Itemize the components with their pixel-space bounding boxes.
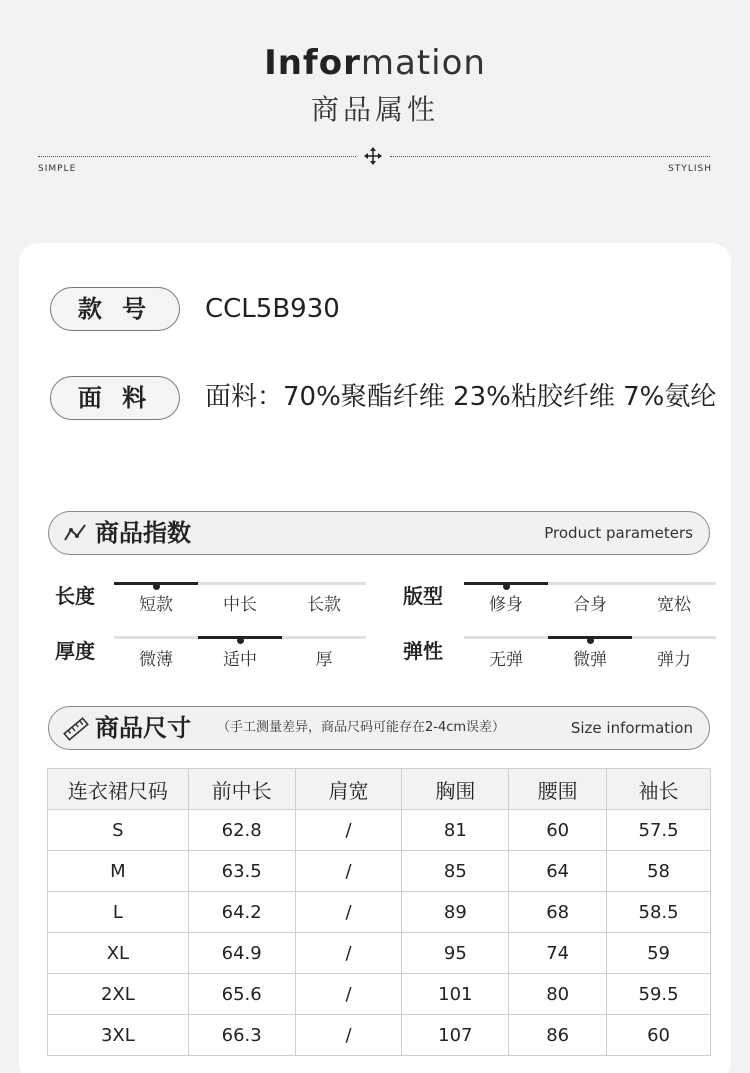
tag-simple: SIMPLE	[38, 164, 77, 174]
size-note: （手工测量差异，商品尺码可能存在2-4cm误差）	[217, 720, 506, 735]
table-row	[48, 974, 711, 1015]
size-table	[47, 768, 711, 1056]
size-title: 商品尺寸	[95, 714, 191, 742]
table-cell: 58	[607, 851, 711, 892]
table-cell: 89	[402, 892, 509, 933]
page-subtitle: 商品属性	[310, 93, 439, 126]
divider-left	[38, 156, 356, 157]
param-option: 适中	[223, 650, 257, 670]
param-option: 微薄	[139, 650, 173, 670]
table-row	[48, 892, 711, 933]
table-cell: 66.3	[188, 1015, 295, 1056]
params-title: 商品指数	[95, 519, 191, 547]
table-row	[48, 851, 711, 892]
table-cell: 60	[607, 1015, 711, 1056]
table-cell: /	[295, 974, 402, 1015]
fabric-label: 面 料	[50, 376, 180, 420]
header-cell: 袖长	[607, 769, 711, 810]
table-cell: /	[295, 892, 402, 933]
title-light: mation	[360, 43, 486, 83]
param-knob	[237, 637, 244, 644]
param-option: 合身	[573, 595, 607, 615]
table-cell: 101	[402, 974, 509, 1015]
ruler-icon	[63, 717, 89, 741]
params-banner	[48, 511, 710, 555]
size-banner	[48, 706, 710, 750]
table-cell: 57.5	[607, 810, 711, 851]
table-cell: /	[295, 810, 402, 851]
table-cell: M	[48, 851, 189, 892]
title-bold: Infor	[264, 43, 361, 83]
table-cell: 64.2	[188, 892, 295, 933]
header-cell: 胸围	[402, 769, 509, 810]
table-cell: L	[48, 892, 189, 933]
table-cell: 64	[509, 851, 607, 892]
table-cell: 58.5	[607, 892, 711, 933]
table-cell: 65.6	[188, 974, 295, 1015]
param-label: 厚度	[55, 639, 95, 663]
table-row	[48, 810, 711, 851]
param-option: 修身	[489, 595, 523, 615]
model-label: 款 号	[50, 287, 180, 331]
table-cell: 80	[509, 974, 607, 1015]
table-cell: 63.5	[188, 851, 295, 892]
table-cell: 64.9	[188, 933, 295, 974]
table-cell: 107	[402, 1015, 509, 1056]
table-row	[48, 1015, 711, 1056]
param-label: 版型	[403, 584, 443, 608]
table-cell: 59.5	[607, 974, 711, 1015]
divider-right	[390, 156, 710, 157]
table-cell: 95	[402, 933, 509, 974]
header-cell: 前中长	[188, 769, 295, 810]
param-knob	[153, 583, 160, 590]
param-knob	[587, 637, 594, 644]
page-title	[0, 40, 750, 86]
table-cell: 85	[402, 851, 509, 892]
param-option: 弹力	[657, 650, 691, 670]
table-cell: 60	[509, 810, 607, 851]
param-label: 弹性	[403, 639, 443, 663]
table-header-row	[48, 769, 711, 810]
table-cell: 74	[509, 933, 607, 974]
model-value: CCL5B930	[205, 294, 340, 324]
param-option: 无弹	[489, 650, 523, 670]
table-cell: /	[295, 933, 402, 974]
table-cell: 62.8	[188, 810, 295, 851]
table-row	[48, 933, 711, 974]
fabric-value: 面料：70%聚酯纤维 23%粘胶纤维 7%氨纶	[205, 382, 717, 412]
params-en-title: Product parameters	[544, 524, 693, 542]
param-knob	[503, 583, 510, 590]
cross-arrows-icon	[362, 146, 384, 166]
table-cell: /	[295, 1015, 402, 1056]
table-cell: 86	[509, 1015, 607, 1056]
table-cell: 68	[509, 892, 607, 933]
table-body	[48, 810, 711, 1056]
table-cell: 2XL	[48, 974, 189, 1015]
header-cell: 连衣裙尺码	[48, 769, 189, 810]
param-label: 长度	[55, 584, 95, 608]
param-option: 厚	[315, 650, 333, 670]
size-en-title: Size information	[570, 719, 693, 737]
header-cell: 肩宽	[295, 769, 402, 810]
header-cell: 腰围	[509, 769, 607, 810]
param-option: 长款	[307, 595, 341, 615]
param-option: 中长	[223, 595, 257, 615]
table-cell: /	[295, 851, 402, 892]
tag-stylish: STYLISH	[668, 164, 712, 174]
table-cell: S	[48, 810, 189, 851]
trend-line-icon	[63, 522, 89, 544]
table-cell: 81	[402, 810, 509, 851]
param-option: 短款	[139, 595, 173, 615]
param-option: 宽松	[657, 595, 691, 615]
table-cell: 3XL	[48, 1015, 189, 1056]
table-cell: XL	[48, 933, 189, 974]
table-cell: 59	[607, 933, 711, 974]
param-option: 微弹	[573, 650, 607, 670]
